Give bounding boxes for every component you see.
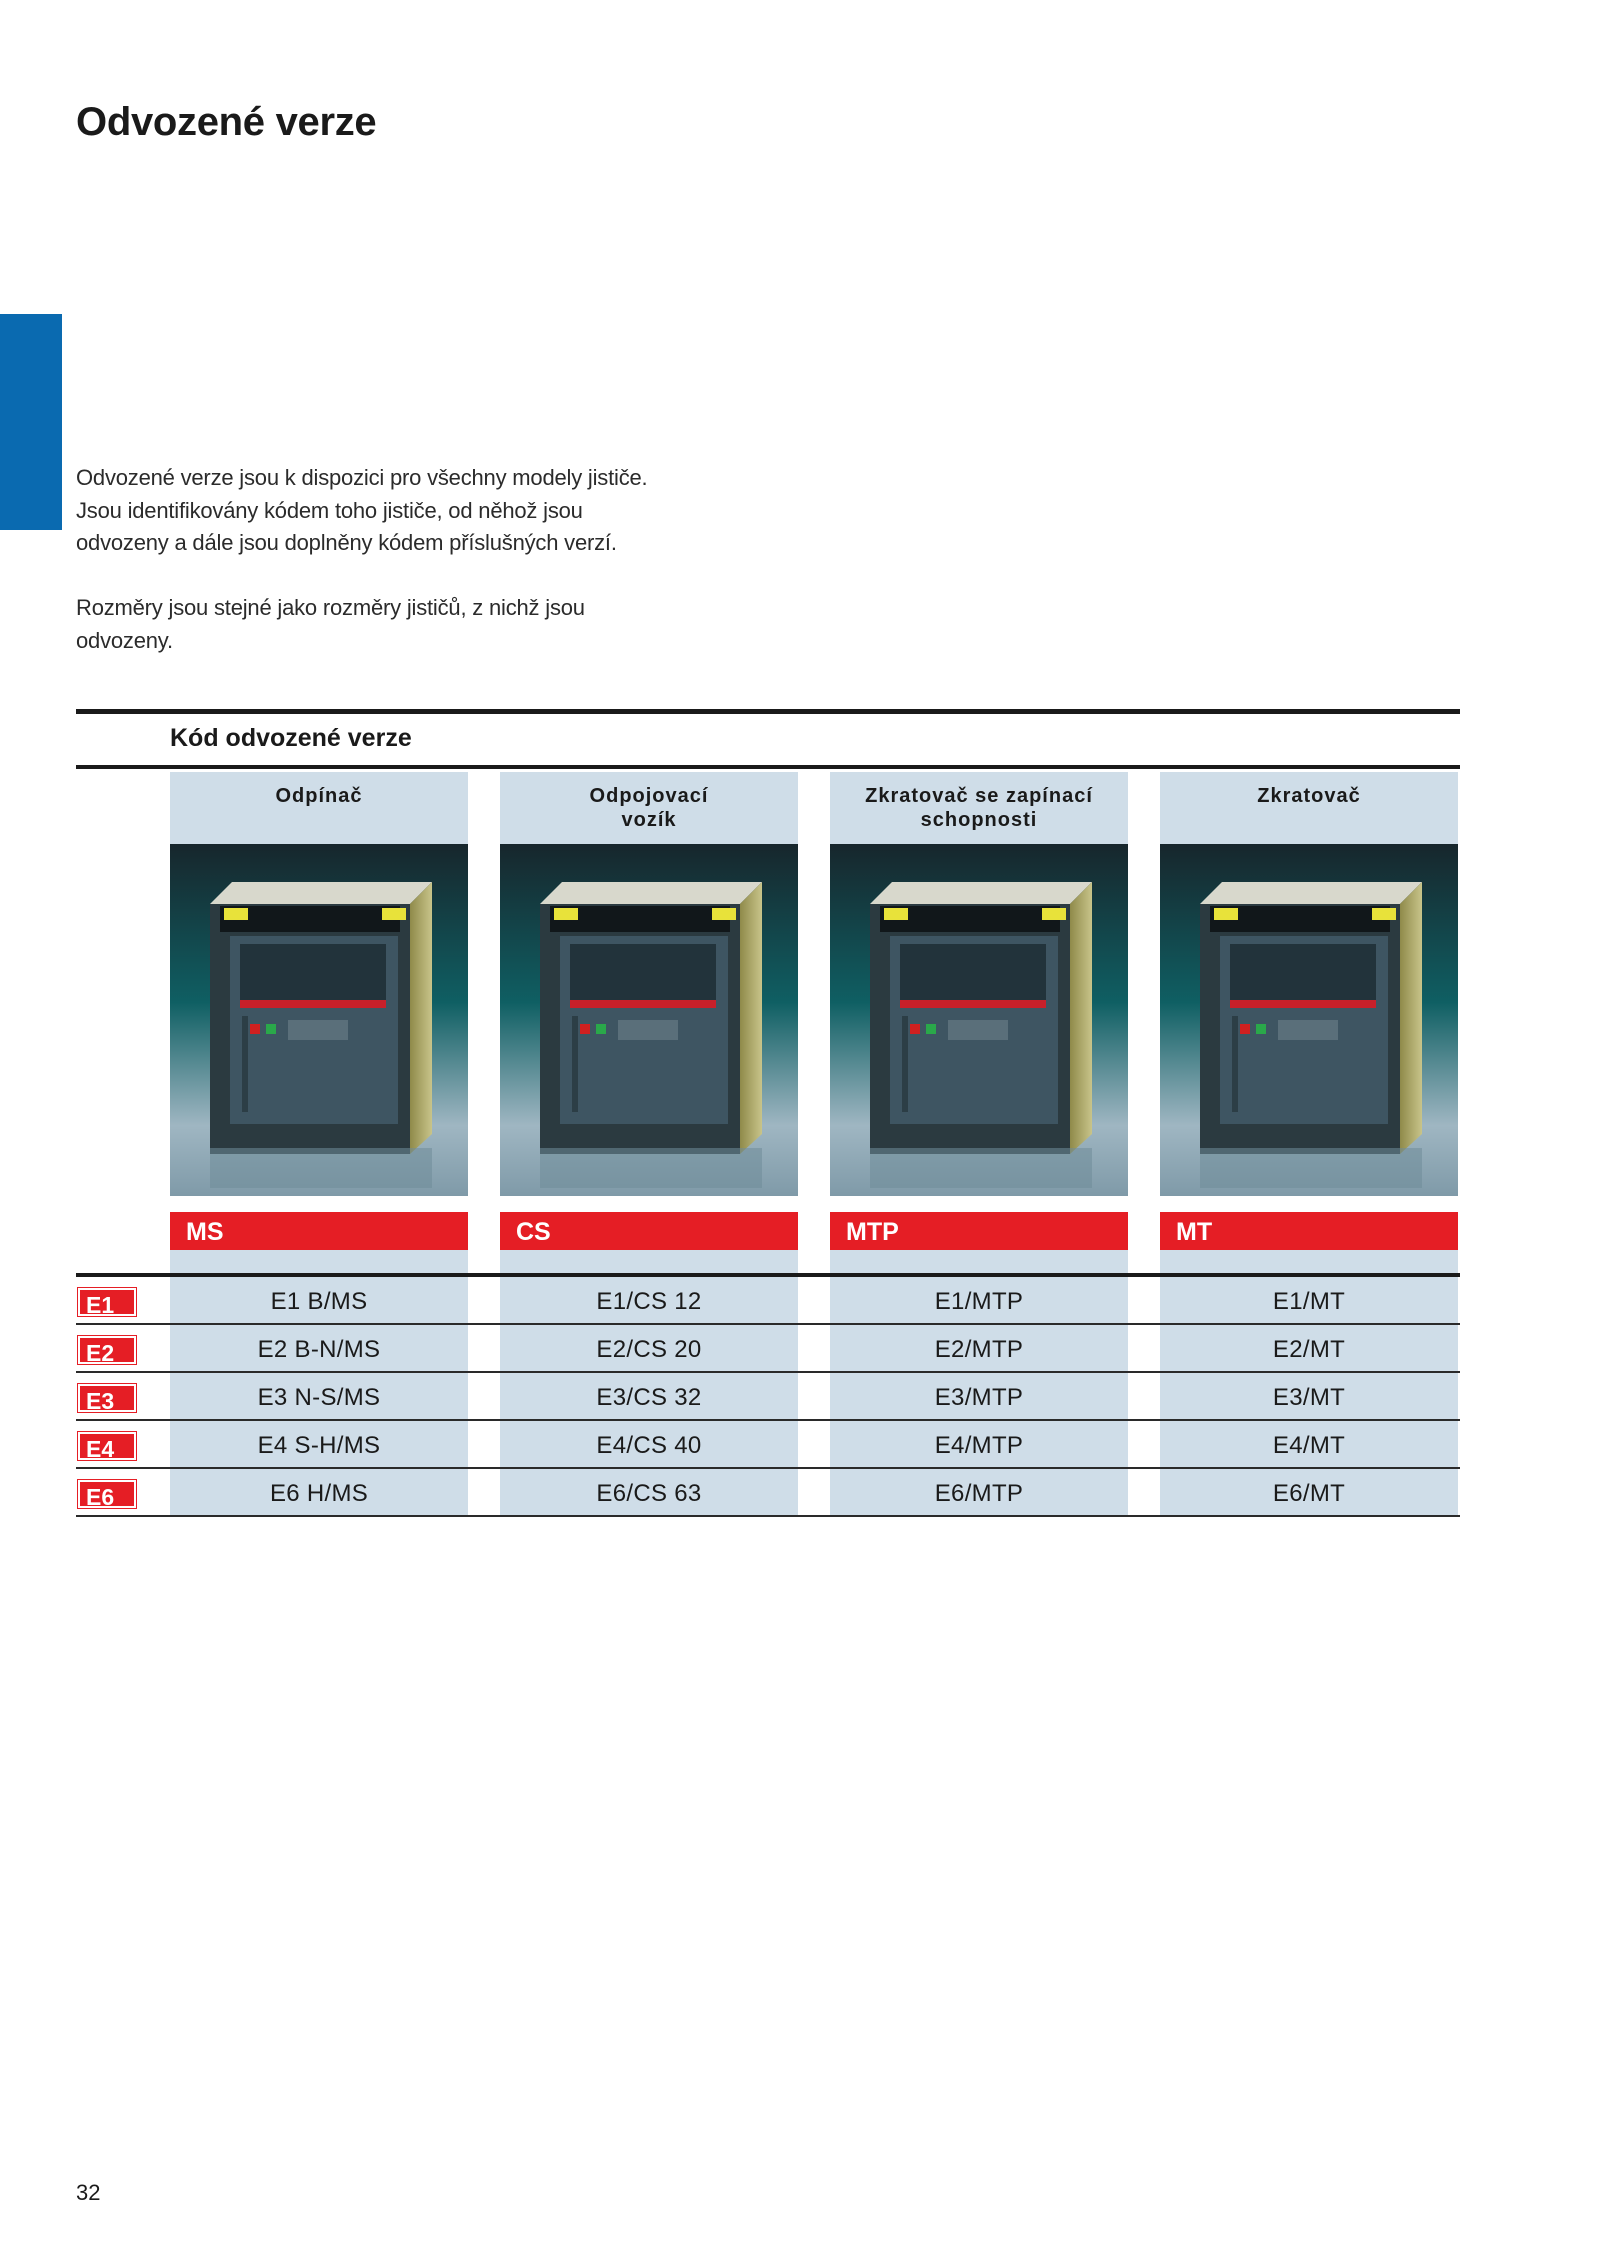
column-spacer (500, 1250, 798, 1273)
table-cell: E6/MT (1160, 1469, 1458, 1515)
breaker-photo (1160, 844, 1458, 1196)
breaker-size-badge: E4 (78, 1432, 136, 1460)
column-header-line: Zkratovač se zapínací (865, 785, 1093, 807)
table-cell: E3/MTP (830, 1373, 1128, 1419)
page-title: Odvozené verze (76, 100, 377, 144)
breaker-photo (500, 844, 798, 1196)
table-cell: E4/CS 40 (500, 1421, 798, 1467)
column-header-line: vozík (621, 809, 677, 831)
side-accent-bar (0, 314, 62, 530)
page-number: 32 (76, 2180, 101, 2205)
version-code-badge: MTP (830, 1212, 1128, 1250)
table-cell: E2/MT (1160, 1325, 1458, 1371)
table-header-rule (76, 765, 1460, 769)
column-spacer (830, 1250, 1128, 1273)
column-header-line: Odpínač (275, 785, 363, 807)
intro-paragraph-dimensions: Rozměry jsou stejné jako rozměry jističů, z nichž jsou odvozeny. (76, 595, 585, 653)
version-code-badge: MT (1160, 1212, 1458, 1250)
column-header-line: Zkratovač (1257, 785, 1361, 807)
circuit-breaker-image (830, 844, 1128, 1196)
column-header-line: Odpojovací (589, 785, 709, 807)
table-section-label: Kód odvozené verze (170, 724, 412, 752)
breaker-size-badge: E6 (78, 1480, 136, 1508)
breaker-photo (830, 844, 1128, 1196)
column-header-odpojovaci-vozik (500, 772, 798, 844)
table-cell: E4/MT (1160, 1421, 1458, 1467)
circuit-breaker-image (1160, 844, 1458, 1196)
column-header-zkratovac (1160, 772, 1458, 844)
breaker-size-badge: E2 (78, 1336, 136, 1364)
table-cell: E3/CS 32 (500, 1373, 798, 1419)
table-cell: E2 B-N/MS (170, 1325, 468, 1371)
table-cell: E6/MTP (830, 1469, 1128, 1515)
column-spacer (1160, 1250, 1458, 1273)
column-header-odpinac (170, 772, 468, 844)
table-cell: E6 H/MS (170, 1469, 468, 1515)
table-cell: E2/CS 20 (500, 1325, 798, 1371)
breaker-photo (170, 844, 468, 1196)
table-cell: E1/CS 12 (500, 1277, 798, 1323)
circuit-breaker-image (500, 844, 798, 1196)
table-cell: E3 N-S/MS (170, 1373, 468, 1419)
table-cell: E3/MT (1160, 1373, 1458, 1419)
table-top-rule (76, 709, 1460, 714)
table-cell: E2/MTP (830, 1325, 1128, 1371)
column-header-zkratovac-zapinaci (830, 772, 1128, 844)
table-cell: E4 S-H/MS (170, 1421, 468, 1467)
column-spacer (170, 1250, 468, 1273)
table-cell: E1/MTP (830, 1277, 1128, 1323)
table-cell: E6/CS 63 (500, 1469, 798, 1515)
table-cell: E1/MT (1160, 1277, 1458, 1323)
row-divider (76, 1515, 1460, 1517)
table-cell: E4/MTP (830, 1421, 1128, 1467)
intro-paragraph: Odvozené verze jsou k dispozici pro všechny modely jističe. Jsou identifikovány kódem toho jističe, od něhož jsou odvozeny a dále jsou doplněny kódem příslušných verzí. (76, 465, 648, 555)
table-cell: E1 B/MS (170, 1277, 468, 1323)
column-header-line: schopnosti (920, 809, 1038, 831)
version-code-badge: MS (170, 1212, 468, 1250)
breaker-size-badge: E1 (78, 1288, 136, 1316)
version-code-badge: CS (500, 1212, 798, 1250)
circuit-breaker-image (170, 844, 468, 1196)
breaker-size-badge: E3 (78, 1384, 136, 1412)
